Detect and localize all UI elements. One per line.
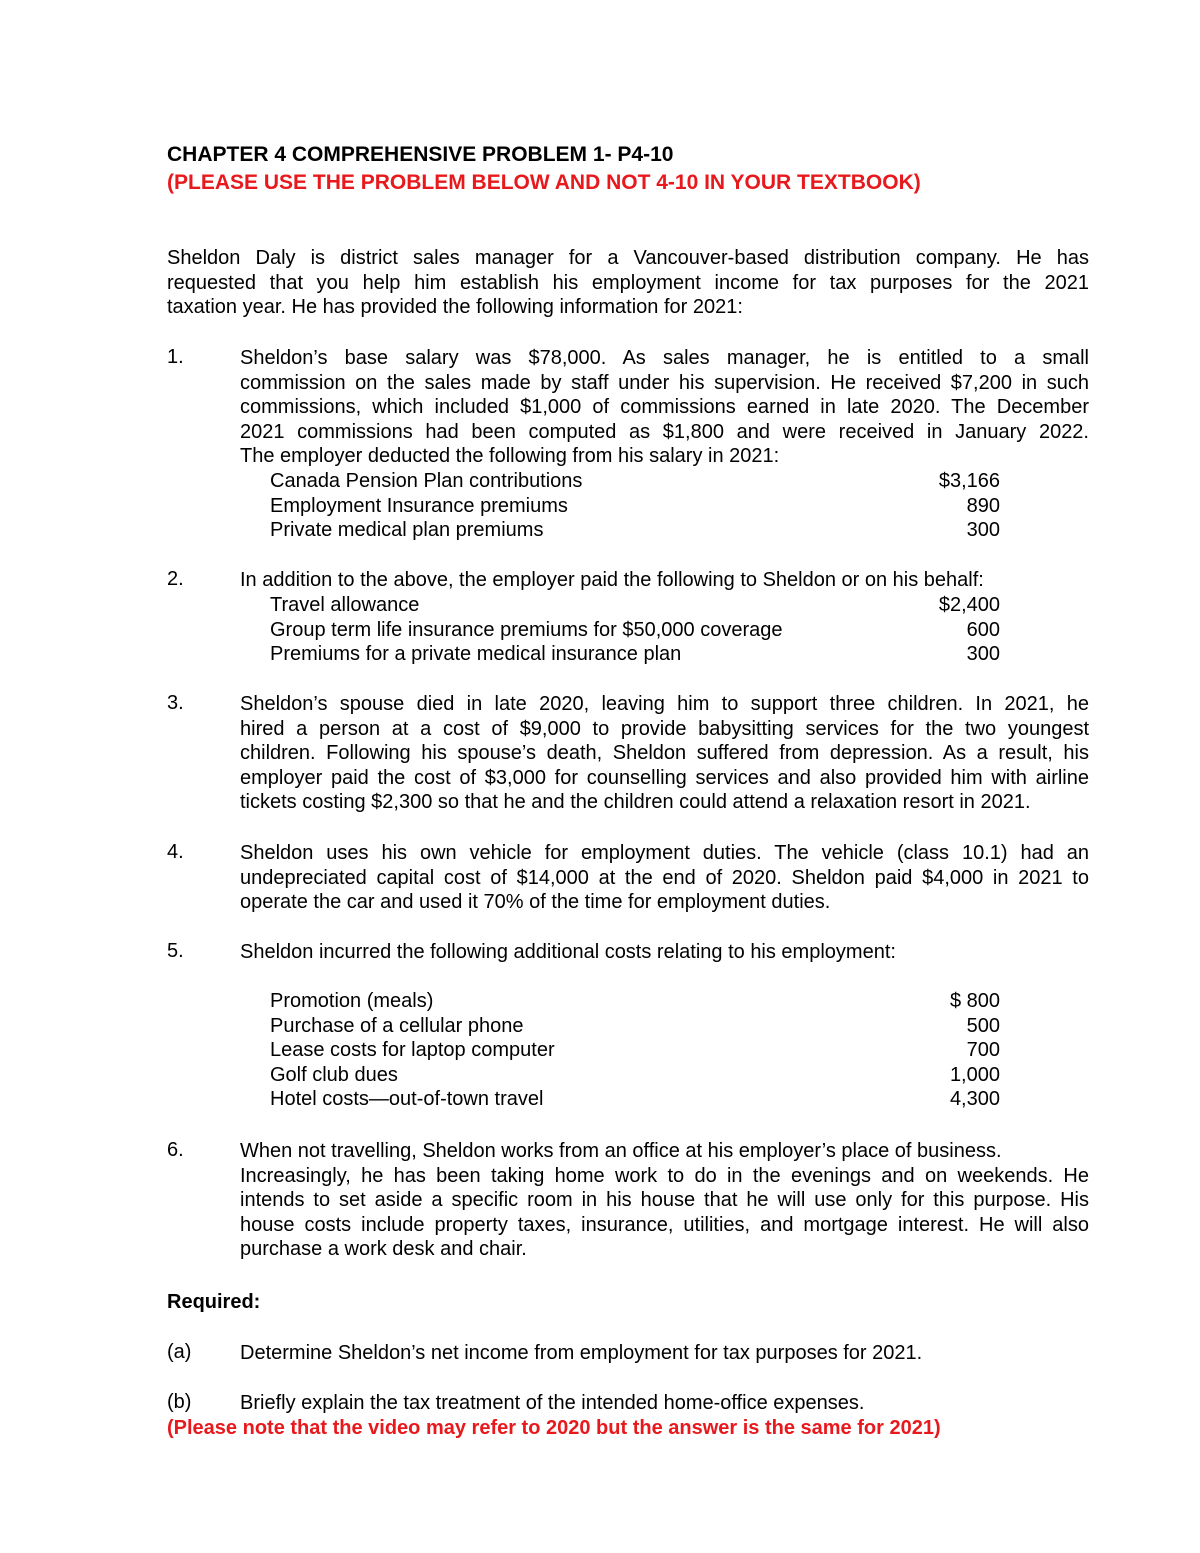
row-label: Employment Insurance premiums (270, 494, 568, 517)
row-amount: 300 (966, 643, 1000, 666)
part-label: (a) (167, 1341, 192, 1363)
part-text: Briefly explain the tax treatment of the intended home-office expenses. (240, 1392, 865, 1414)
row-amount: 500 (966, 1014, 1000, 1037)
item-line: Sheldon’s spouse died in late 2020, leaving him to support three children. In 2021, he (240, 693, 1089, 715)
row-label: Travel allowance (270, 594, 420, 616)
row-label: Premiums for a private medical insurance plan (270, 643, 682, 666)
item-number: 5. (167, 940, 184, 962)
item-line: Sheldon’s base salary was $78,000. As sales manager, he is entitled to a small (240, 347, 1089, 369)
row-amount: 300 (966, 519, 1000, 542)
document-title: CHAPTER 4 COMPREHENSIVE PROBLEM 1- P4-10 (167, 143, 674, 166)
item-5-text (240, 940, 1089, 965)
item-line: commission on the sales made by staff under his supervision. He received $7,200 in such (240, 371, 1089, 394)
item-line: commissions, which included $1,000 of commissions earned in late 2020. The December (240, 396, 1089, 419)
item-line: When not travelling, Sheldon works from an office at his employer’s place of business. (240, 1140, 1002, 1162)
list-item (270, 618, 1000, 643)
item-number: 1. (167, 346, 184, 368)
intro-line: Sheldon Daly is district sales manager for a Vancouver-based distribution company. He has (167, 247, 1089, 269)
row-amount: 4,300 (949, 1088, 1000, 1111)
item-line: 2021 commissions had been computed as $1,800 and were received in January 2022. (240, 420, 1089, 443)
part-label: (b) (167, 1391, 192, 1413)
item-line: Increasingly, he has been taking home work to do in the evenings and on weekends. He (240, 1164, 1089, 1187)
item-line: The employer deducted the following from his salary in 2021: (240, 445, 780, 468)
item-line: house costs include property taxes, insurance, utilities, and mortgage interest. He will also (240, 1213, 1089, 1236)
part-a-text (240, 1341, 1089, 1366)
row-label: Golf club dues (270, 1063, 398, 1086)
item-line: Sheldon uses his own vehicle for employment duties. The vehicle (class 10.1) had an (240, 842, 1089, 864)
list-item (270, 494, 1000, 519)
list-item (270, 1087, 1000, 1112)
item-line: purchase a work desk and chair. (240, 1238, 527, 1261)
row-label: Hotel costs—out-of-town travel (270, 1088, 544, 1111)
row-label: Purchase of a cellular phone (270, 1014, 524, 1037)
item-line: children. Following his spouse’s death, Sheldon suffered from depression. As a result, his (240, 742, 1089, 765)
item-number: 3. (167, 692, 184, 714)
item-line: Sheldon incurred the following additional costs relating to his employment: (240, 941, 896, 963)
row-label: Group term life insurance premiums for $50,000 coverage (270, 618, 783, 641)
part-text: Determine Sheldon’s net income from employment for tax purposes for 2021. (240, 1342, 923, 1364)
video-note: (Please note that the video may refer to 2020 but the answer is the same for 2021) (167, 1417, 941, 1439)
row-label: Lease costs for laptop computer (270, 1039, 555, 1062)
list-item (270, 469, 1000, 494)
list-item (270, 642, 1000, 667)
item-line: hired a person at a cost of $9,000 to provide babysitting services for the two youngest (240, 717, 1089, 740)
item-5-costs (270, 989, 1000, 1112)
document-subtitle-warning: (PLEASE USE THE PROBLEM BELOW AND NOT 4-10 IN YOUR TEXTBOOK) (167, 171, 921, 194)
item-line: tickets costing $2,300 so that he and the children could attend a relaxation resort in 2021. (240, 791, 1031, 814)
item-1-deductions (270, 469, 1000, 543)
list-item (270, 1063, 1000, 1088)
row-label: Promotion (meals) (270, 990, 434, 1012)
item-line: In addition to the above, the employer paid the following to Sheldon or on his behalf: (240, 569, 984, 591)
intro-line: taxation year. He has provided the following information for 2021: (167, 296, 743, 319)
row-amount: $ 800 (949, 990, 1000, 1012)
row-amount: 700 (966, 1039, 1000, 1062)
required-heading: Required: (167, 1291, 261, 1313)
item-number: 2. (167, 568, 184, 590)
item-line: intends to set aside a specific room in his house that he will use only for this purpose. His (240, 1189, 1089, 1212)
row-amount: 600 (966, 618, 1000, 641)
row-label: Canada Pension Plan contributions (270, 470, 583, 492)
item-number: 4. (167, 841, 184, 863)
item-line: employer paid the cost of $3,000 for counselling services and also provided him with airline (240, 766, 1089, 789)
list-item (270, 593, 1000, 618)
item-number: 6. (167, 1139, 184, 1161)
row-amount: $3,166 (938, 470, 1000, 492)
item-line: undepreciated capital cost of $14,000 at the end of 2020. Sheldon paid $4,000 in 2021 to (240, 866, 1089, 889)
item-2-text (240, 568, 1089, 593)
item-line: operate the car and used it 70% of the time for employment duties. (240, 891, 831, 914)
item-3-text (240, 692, 1089, 815)
list-item (270, 989, 1000, 1014)
intro-paragraph (167, 246, 1089, 320)
row-amount: 890 (966, 494, 1000, 517)
list-item (270, 518, 1000, 543)
row-amount: $2,400 (938, 594, 1000, 616)
item-6-text (240, 1139, 1089, 1262)
list-item (270, 1014, 1000, 1039)
list-item (270, 1038, 1000, 1063)
part-b-text (240, 1391, 1089, 1416)
item-4-text (240, 841, 1089, 915)
row-label: Private medical plan premiums (270, 519, 544, 542)
item-1-text (240, 346, 1089, 469)
row-amount: 1,000 (949, 1063, 1000, 1086)
item-2-payments (270, 593, 1000, 667)
intro-line: requested that you help him establish his employment income for tax purposes for the 2021 (167, 271, 1089, 294)
